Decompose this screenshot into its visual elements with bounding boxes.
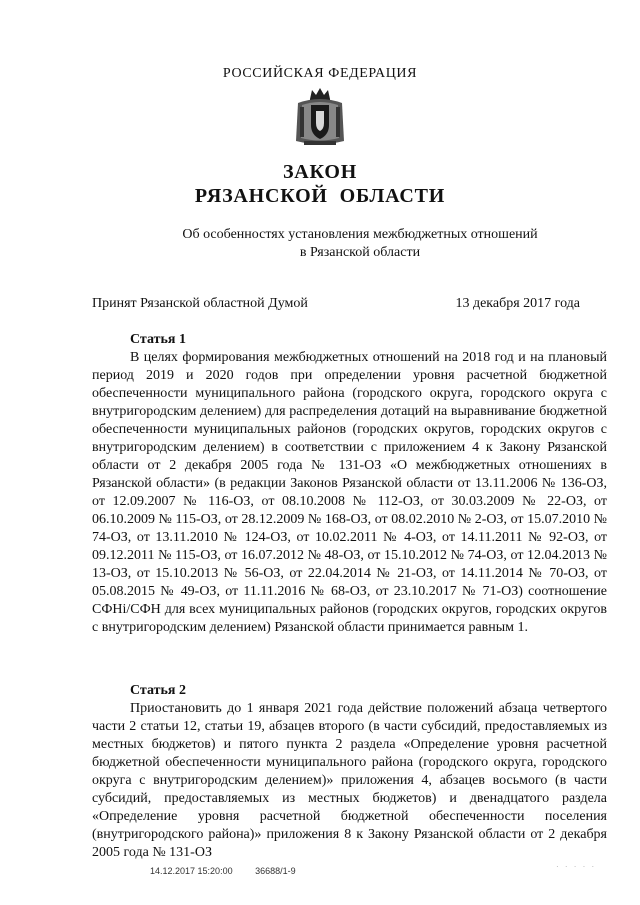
adoption-date: 13 декабря 2017 года: [455, 296, 580, 311]
law-title: [0, 160, 640, 208]
country-name: РОССИЙСКАЯ ФЕДЕРАЦИЯ: [222, 66, 418, 81]
adopting-body: Принят Рязанской областной Думой: [92, 296, 308, 311]
footer-timestamp: 14.12.2017 15:20:00: [150, 866, 233, 876]
document-footer: [150, 866, 316, 876]
article-heading: Статья 1: [130, 332, 186, 347]
law-subject-line2: в Рязанской области: [299, 245, 421, 260]
law-subject-line1: Об особенностях установления межбюджетных отношений: [182, 227, 538, 242]
adoption-line: [92, 295, 584, 313]
article-text: Приостановить до 1 января 2021 года действие положений абзаца четвертого части 2 статьи 12, статьи 19, абзацев второго (в части субсидий, предоставляемых из местных бюджетов) и пятого пункта 2 раздела «Определение уровня расчетной бюджетной обеспеченности муниципального района (городского округа, городского округа с внутригородским делением)» приложения 4, абзацев восьмого (в части субсидий, предоставляемых из местных бюджетов) и двенадцатого раздела «Определение уровня расчетной бюджетной обеспеченности поселения (внутригородского района)» приложения 8 к Закону Рязанской области от 2 декабря 2005 года № 131-ОЗ: [92, 701, 607, 860]
footer-doc-number: 36688/1-9: [255, 866, 296, 876]
article-2: [92, 682, 607, 862]
law-title-line2: РЯЗАНСКОЙ ОБЛАСТИ: [194, 185, 446, 207]
law-subject: [140, 226, 580, 262]
article-heading: Статья 2: [130, 683, 186, 698]
coat-of-arms-icon: [294, 85, 346, 149]
article-1: [92, 331, 607, 637]
scan-marks: · · · · ·: [556, 862, 597, 871]
article-text: В целях формирования межбюджетных отношений на 2018 год и на плановый период 2019 и 2020 годов при определении уровня расчетной бюджетной обеспеченности муниципального района (городского округа, городского округа с внутригородским делением) для распределения дотаций на выравнивание бюджетной обеспеченности муниципальных районов (городских округов, городских округов с внутригородским делением) в соответствии с приложением 4 к Закону Рязанской области от 2 декабря 2005 года № 131-ОЗ «О межбюджетных отношениях в Рязанской области» (в редакции Законов Рязанской области от 13.11.2006 № 136-ОЗ, от 12.09.2007 № 116-ОЗ, от 08.10.2008 № 112-ОЗ, от 30.03.2009 № 22-ОЗ, от 06.10.2009 № 115-ОЗ, от 28.12.2009 № 168-ОЗ, от 08.02.2010 № 2-ОЗ, от 15.07.2010 № 74-ОЗ, от 13.11.2010 № 124-ОЗ, от 10.02.2011 № 4-ОЗ, от 14.11.2011 № 92-ОЗ, от 09.12.2011 № 115-ОЗ, от 16.07.2012 № 48-ОЗ, от 15.10.2012 № 74-ОЗ, от 12.04.2013 № 13-ОЗ, от 15.10.2013 № 56-ОЗ, от 22.04.2014 № 21-ОЗ, от 14.11.2014 № 70-ОЗ, от 05.08.2015 № 49-ОЗ, от 11.11.2016 № 68-ОЗ, от 23.10.2017 № 71-ОЗ) соотношение СФНi/СФН для всех муниципальных районов (городских округов, городских округов с внутригородским делением) Рязанской области принимается равным 1.: [92, 350, 607, 635]
law-title-line1: ЗАКОН: [282, 161, 358, 183]
